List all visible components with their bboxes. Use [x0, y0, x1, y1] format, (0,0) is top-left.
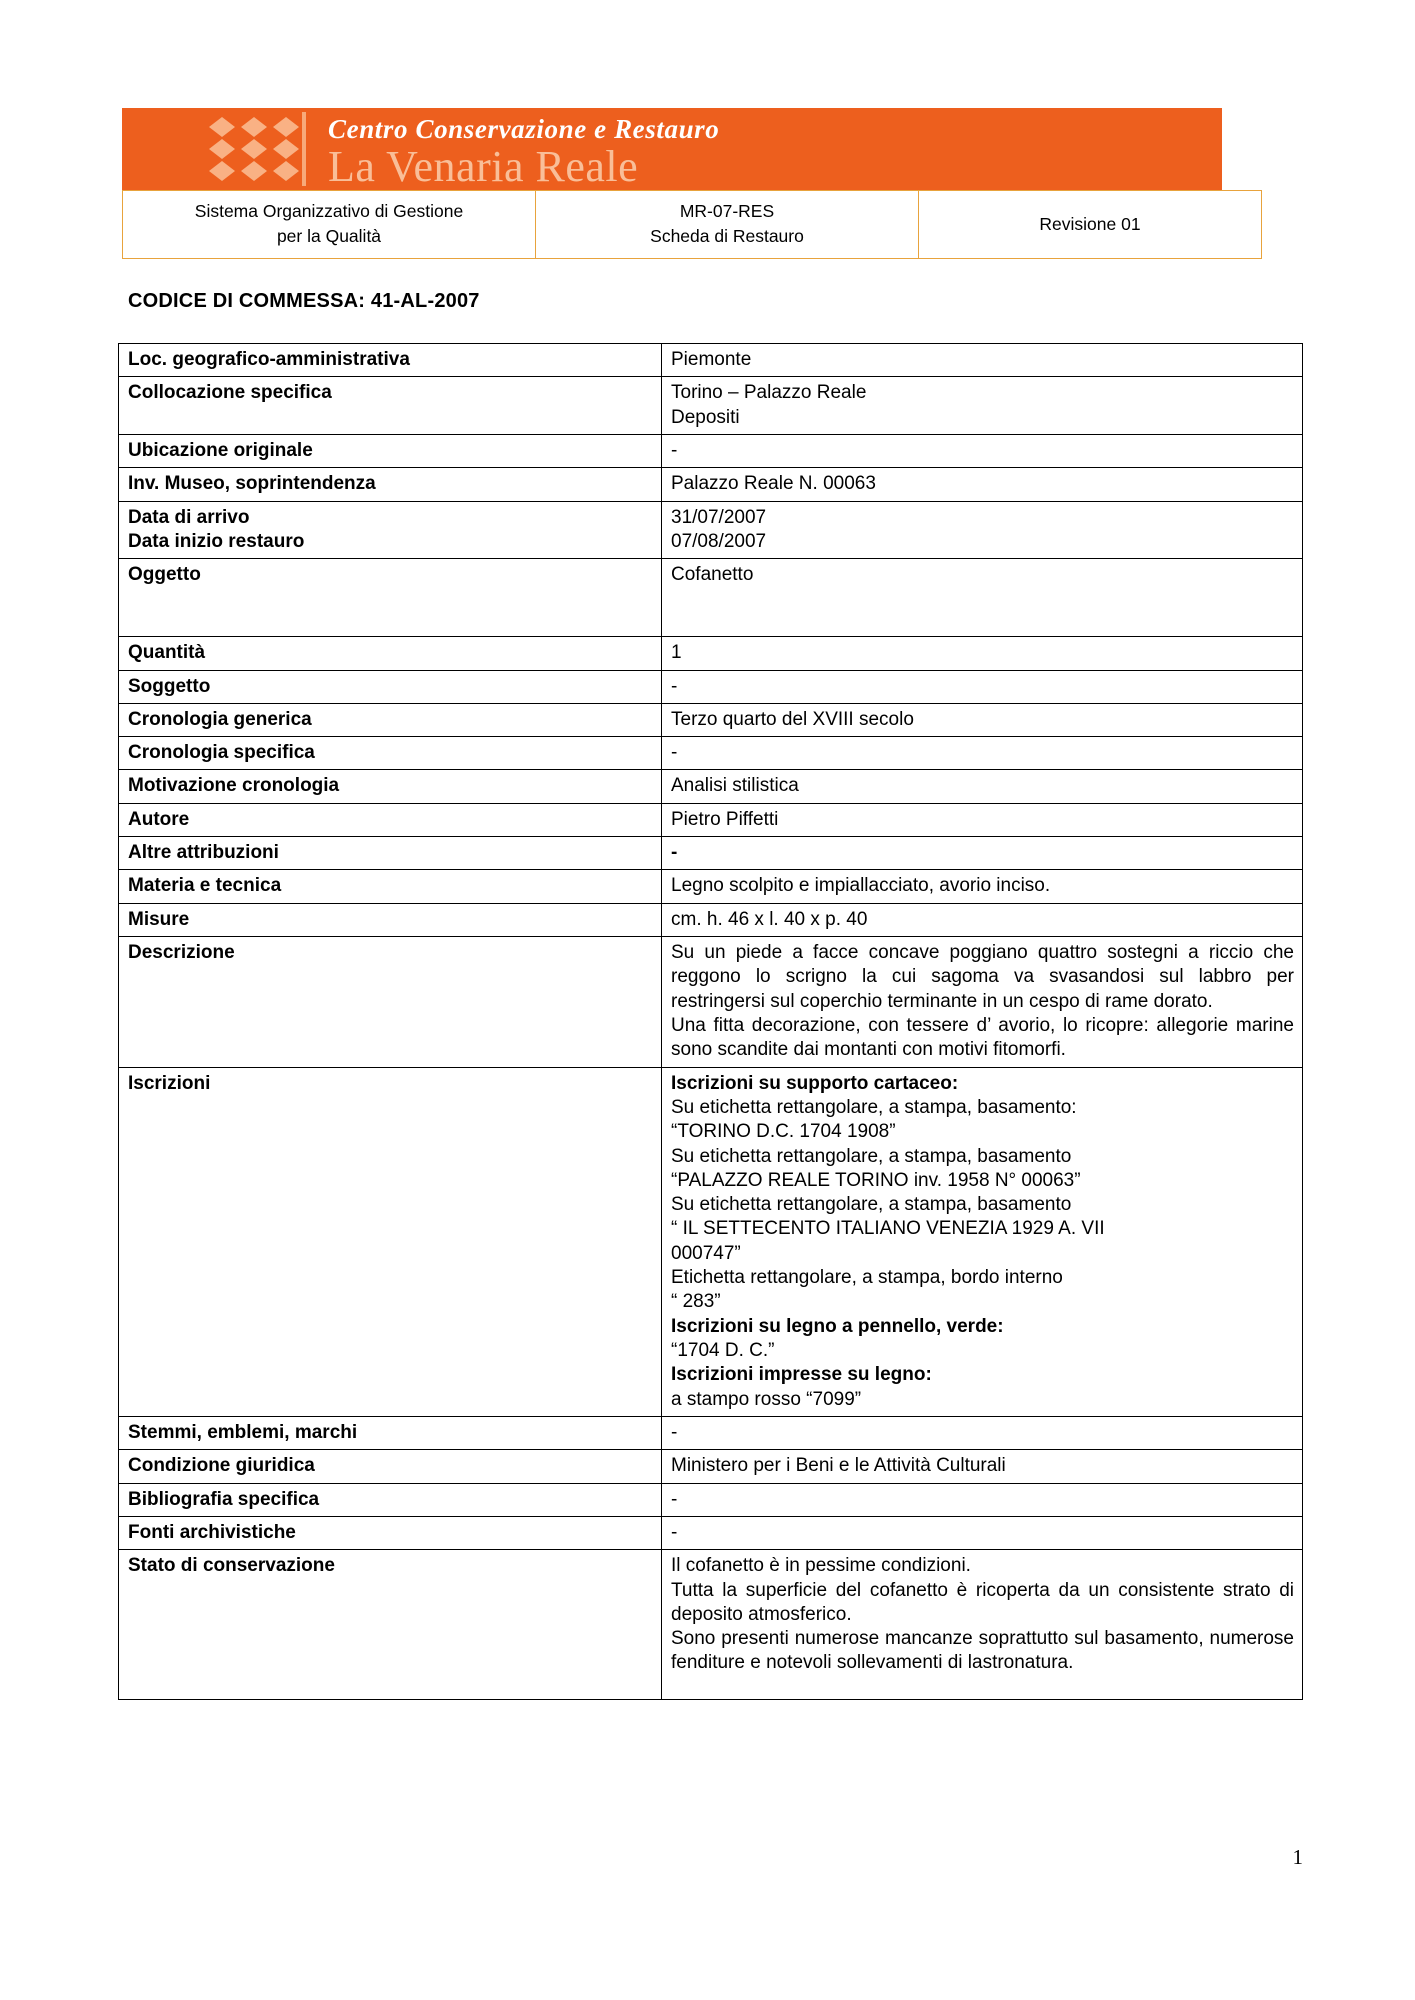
row-label: Materia e tecnica: [119, 870, 662, 903]
header-cell-quality-system: [123, 191, 536, 259]
row-value: -: [662, 1516, 1303, 1549]
table-row-descrizione: [119, 937, 1303, 1068]
table-row-ubicazione: [119, 434, 1303, 467]
row-value: Terzo quarto del XVIII secolo: [662, 703, 1303, 736]
stato-paragraph-3: Sono presenti numerose mancanze soprattutto sul basamento, numerose fenditure e notevoli sollevamenti di lastronatura.: [671, 1628, 1294, 1674]
row-label: Fonti archivistiche: [119, 1516, 662, 1549]
row-value: 1: [662, 637, 1303, 670]
row-label: Collocazione specifica: [119, 377, 662, 435]
descrizione-paragraph-1: Su un piede a facce concave poggiano quattro sostegni a riccio che reggono lo scrigno la cui sagoma va svasandosi sul labbro per restringersi sul coperchio terminante in un cespo di rame dorato.: [671, 942, 1294, 1012]
row-label: Oggetto: [119, 559, 662, 637]
data-arrivo-value: 31/07/2007: [671, 506, 767, 528]
row-label: Ubicazione originale: [119, 434, 662, 467]
iscrizioni-line: Su etichetta rettangolare, a stampa, basamento:: [671, 1096, 1077, 1118]
revision-label: Revisione 01: [1039, 213, 1141, 234]
data-inizio-label: Data inizio restauro: [128, 530, 305, 552]
iscrizioni-line: a stampo rosso “7099”: [671, 1388, 862, 1410]
row-label: Condizione giuridica: [119, 1450, 662, 1483]
row-value: Legno scolpito e impiallacciato, avorio inciso.: [662, 870, 1303, 903]
row-label: Soggetto: [119, 670, 662, 703]
row-value: [662, 377, 1303, 435]
stato-paragraph-1: Il cofanetto è in pessime condizioni.: [671, 1555, 971, 1577]
table-row-condizione-giuridica: [119, 1450, 1303, 1483]
logo-wordmark: [306, 108, 1222, 190]
iscrizioni-line: Su etichetta rettangolare, a stampa, basamento: [671, 1194, 1072, 1216]
row-label: [119, 501, 662, 559]
table-row-autore: [119, 803, 1303, 836]
data-inizio-value: 07/08/2007: [671, 530, 767, 552]
row-label: Autore: [119, 803, 662, 836]
row-value: Pietro Piffetti: [662, 803, 1303, 836]
descrizione-paragraph-2: Una fitta decorazione, con tessere d’ avorio, lo ricopre: allegorie marine sono scandite dai montanti con motivi fitomorfi.: [671, 1014, 1294, 1061]
restoration-record-table: [118, 343, 1303, 1700]
row-value: -: [662, 434, 1303, 467]
row-label: Quantità: [119, 637, 662, 670]
table-row-date: [119, 501, 1303, 559]
row-value: Piemonte: [662, 344, 1303, 377]
row-value: cm. h. 46 x l. 40 x p. 40: [662, 903, 1303, 936]
iscrizioni-line: “PALAZZO REALE TORINO inv. 1958 N° 00063”: [671, 1169, 1081, 1191]
iscrizioni-line: “ IL SETTECENTO ITALIANO VENEZIA 1929 A. VII: [671, 1218, 1105, 1240]
iscrizioni-heading-pennello: Iscrizioni su legno a pennello, verde:: [671, 1315, 1004, 1337]
table-row-stemmi: [119, 1416, 1303, 1449]
diamond-grid-logo-icon: [207, 116, 302, 182]
row-value: [662, 501, 1303, 559]
iscrizioni-line: 000747”: [671, 1242, 741, 1264]
table-row-materia-tecnica: [119, 870, 1303, 903]
row-label: Cronologia generica: [119, 703, 662, 736]
table-row-soggetto: [119, 670, 1303, 703]
row-value: -: [662, 670, 1303, 703]
table-row-collocazione: [119, 377, 1303, 435]
table-row-loc-geografica: [119, 344, 1303, 377]
row-value: Analisi stilistica: [662, 770, 1303, 803]
row-value: [662, 1550, 1303, 1700]
iscrizioni-line: “1704 D. C.”: [671, 1340, 775, 1361]
table-row-fonti-archivistiche: [119, 1516, 1303, 1549]
header-table-row: [123, 191, 1262, 259]
quality-system-line2: per la Qualità: [276, 226, 382, 247]
header-info-table: [122, 190, 1262, 259]
row-value: -: [662, 837, 1303, 870]
table-row-misure: [119, 903, 1303, 936]
collocazione-line-1: Torino – Palazzo Reale: [671, 382, 867, 404]
table-row-inventario: [119, 468, 1303, 501]
row-value: -: [662, 1416, 1303, 1449]
row-label: Iscrizioni: [119, 1067, 662, 1416]
doc-title: Scheda di Restauro: [650, 226, 804, 247]
stato-paragraph-2: Tutta la superficie del cofanetto è ricoperta da un consistente strato di deposito atmosferico.: [671, 1579, 1294, 1625]
collocazione-line-2: Depositi: [671, 406, 740, 428]
logo-mark-area: [122, 108, 302, 190]
row-label: Motivazione cronologia: [119, 770, 662, 803]
table-row-quantita: [119, 637, 1303, 670]
row-value: -: [662, 1483, 1303, 1516]
logo-line-centro: Centro Conservazione e Restauro: [328, 114, 720, 144]
data-arrivo-label: Data di arrivo: [128, 506, 250, 528]
row-value: Palazzo Reale N. 00063: [662, 468, 1303, 501]
table-row-oggetto: [119, 559, 1303, 637]
header-cell-revision: [919, 191, 1262, 259]
table-row-cronologia-generica: [119, 703, 1303, 736]
logo-line-venaria: La Venaria Reale: [328, 142, 639, 190]
iscrizioni-heading-cartaceo: Iscrizioni su supporto cartaceo:: [671, 1072, 959, 1094]
page-number: 1: [1292, 1845, 1303, 1869]
row-label: Stemmi, emblemi, marchi: [119, 1416, 662, 1449]
table-row-iscrizioni: [119, 1067, 1303, 1416]
row-value: Ministero per i Beni e le Attività Culturali: [662, 1450, 1303, 1483]
document-header: [122, 108, 1222, 259]
venaria-logo-banner: [122, 108, 1222, 190]
table-row-motivazione: [119, 770, 1303, 803]
iscrizioni-line: Su etichetta rettangolare, a stampa, basamento: [671, 1145, 1072, 1167]
header-cell-doc-code: [536, 191, 919, 259]
row-value: [662, 937, 1303, 1068]
table-row-bibliografia: [119, 1483, 1303, 1516]
table-row-stato-conservazione: [119, 1550, 1303, 1700]
row-label: Descrizione: [119, 937, 662, 1068]
iscrizioni-heading-impresse: Iscrizioni impresse su legno:: [671, 1364, 932, 1386]
row-label: Cronologia specifica: [119, 737, 662, 770]
iscrizioni-line: Etichetta rettangolare, a stampa, bordo interno: [671, 1267, 1063, 1289]
row-label: Bibliografia specifica: [119, 1483, 662, 1516]
doc-code: MR-07-RES: [679, 201, 775, 221]
row-label: Misure: [119, 903, 662, 936]
iscrizioni-line: “ 283”: [671, 1291, 721, 1313]
quality-system-line1: Sistema Organizzativo di Gestione: [194, 201, 464, 221]
row-label: Loc. geografico-amministrativa: [119, 344, 662, 377]
row-value: [662, 1067, 1303, 1416]
row-label: Altre attribuzioni: [119, 837, 662, 870]
row-label: Stato di conservazione: [119, 1550, 662, 1700]
row-value: Cofanetto: [662, 559, 1303, 637]
page-title: CODICE DI COMMESSA: 41-AL-2007: [128, 290, 480, 312]
table-row-altre-attribuzioni: [119, 837, 1303, 870]
table-row-cronologia-specifica: [119, 737, 1303, 770]
row-label: Inv. Museo, soprintendenza: [119, 468, 662, 501]
iscrizioni-line: “TORINO D.C. 1704 1908”: [671, 1121, 896, 1143]
row-value: -: [662, 737, 1303, 770]
